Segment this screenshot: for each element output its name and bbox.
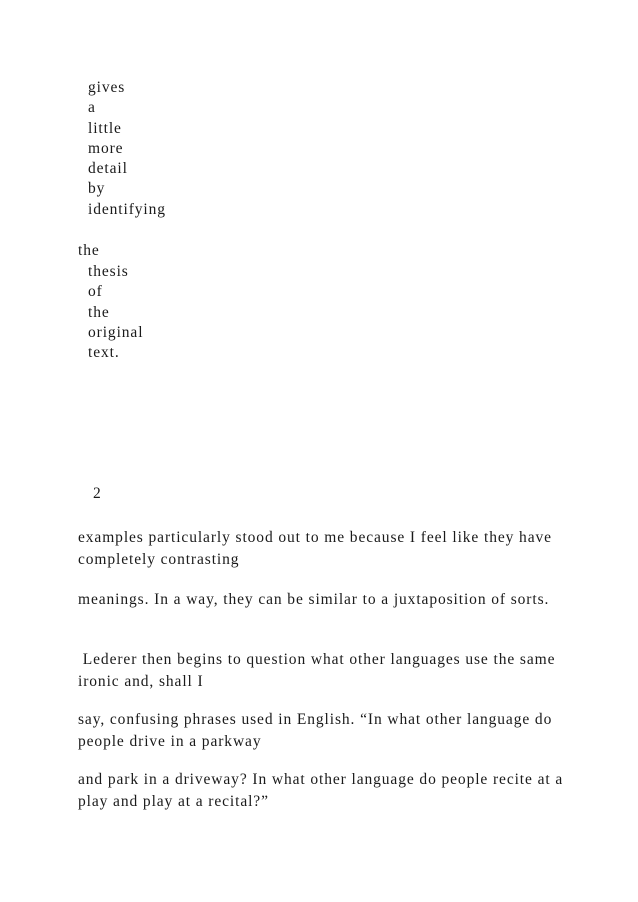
word-line: original [88,323,144,341]
word-line: identifying [88,200,166,218]
paragraph: examples particularly stood out to me because I feel like they have completely contrasting [78,529,552,568]
word-line: thesis [88,263,129,280]
word-line: the [88,303,110,321]
paragraph: Lederer then begins to question what other languages use the same ironic and, shall I [78,651,561,690]
word-line: more [88,139,124,157]
paragraph: meanings. In a way, they can be similar to a juxtaposition of sorts. [78,591,550,608]
word-line: a [88,99,96,117]
word-line: text. [88,344,120,362]
page-number: 2 [93,485,102,502]
word-line: gives [88,79,126,96]
word-column-2 [88,262,143,363]
word-column-1 [88,78,166,220]
paragraph: say, confusing phrases used in English. “In what other language do people drive in a parkway [78,711,553,750]
paragraph: and park in a driveway? In what other language do people recite at a play and play at a recital?” [78,771,564,810]
word-line: of [88,283,103,301]
word-line: detail [88,160,128,178]
the-line: the [78,242,100,259]
word-line: by [88,180,106,198]
word-line: little [88,119,122,137]
